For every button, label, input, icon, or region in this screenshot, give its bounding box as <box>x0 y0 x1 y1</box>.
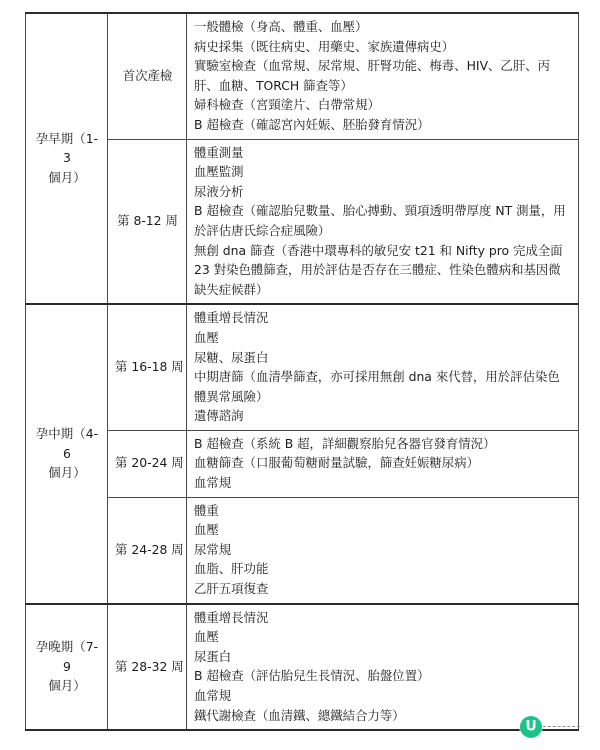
list-item: 血常規 <box>194 688 232 703</box>
list-item: 遺傳諮詢 <box>194 408 244 424</box>
table-row <box>26 604 579 731</box>
prenatal-schedule-table <box>25 12 579 731</box>
table-row <box>26 139 579 304</box>
list-item: 血壓 <box>194 629 219 645</box>
list-item: 尿常規 <box>194 541 232 557</box>
table-row <box>26 430 579 497</box>
list-item: 中期唐篩（血清學篩查，亦可採用無創 dna 來代替，用於評估染色體異常風險） <box>194 369 560 404</box>
list-item: 婦科檢查（宮頸塗片、白帶常規） <box>194 97 380 113</box>
list-item: 鐵代謝檢查（血清鐵、總鐵結合力等） <box>194 707 405 723</box>
watermark-dashed-line <box>543 726 580 727</box>
list-item: 尿糖、尿蛋白 <box>194 349 269 365</box>
u-badge-icon <box>520 716 542 738</box>
list-item: 血壓 <box>194 329 219 345</box>
items-cell <box>187 139 579 304</box>
stage-label-line2: 個月） <box>48 678 86 694</box>
stage-label-line2: 個月） <box>48 169 86 185</box>
stage-cell-mid <box>26 304 108 603</box>
visit-cell: 第 20-24 周 <box>108 430 187 497</box>
watermark-letter: U <box>525 718 537 735</box>
stage-cell-late <box>26 604 108 731</box>
list-item: 乙肝五項復查 <box>194 581 269 597</box>
stage-label-line1: 孕早期（1-3 <box>35 130 99 166</box>
items-list <box>194 308 572 426</box>
list-item: 體重 <box>194 502 219 518</box>
list-item: 體重增長情況 <box>194 609 269 625</box>
items-cell <box>187 430 579 497</box>
list-item: 血脂、肝功能 <box>194 561 269 577</box>
visit-cell: 第 8-12 周 <box>108 139 187 304</box>
table-body <box>26 13 579 730</box>
items-list <box>194 434 572 493</box>
list-item: 尿蛋白 <box>194 648 232 664</box>
items-list <box>194 501 572 599</box>
list-item: 血糖篩查（口服葡萄糖耐量試驗，篩查妊娠糖尿病） <box>194 455 479 471</box>
list-item: 體重增長情況 <box>194 310 269 326</box>
list-item: 一般體檢（身高、體重、血壓） <box>194 19 368 34</box>
list-item: 血壓監測 <box>194 164 244 180</box>
items-list <box>194 143 572 300</box>
items-cell <box>187 13 579 139</box>
visit-cell: 第 28-32 周 <box>108 604 187 731</box>
items-cell <box>187 497 579 603</box>
list-item: B 超檢查（確認胎兒數量、胎心搏動、頸項透明帶厚度 NT 測量，用於評估唐氏綜合症風險） <box>194 203 566 238</box>
visit-cell: 第 24-28 周 <box>108 497 187 603</box>
stage-label-line1: 孕中期（4-6 <box>35 426 99 461</box>
list-item: 尿液分析 <box>194 183 244 199</box>
list-item: 無創 dna 篩查（香港中環專科的敏兒安 t21 和 Nifty pro 完成全面 23 對染色體篩查，用於評估是否存在三體症、性染色體病和基因微缺失症候群） <box>194 242 563 297</box>
list-item: 病史採集（既往病史、用藥史、家族遺傳病史） <box>194 38 455 54</box>
table-row <box>26 497 579 603</box>
list-item: 實驗室檢查（血常規、尿常規、肝腎功能、梅毒、HIV、乙肝、丙肝、血糖、TORCH 篩查等） <box>194 58 550 93</box>
list-item: B 超檢查（評估胎兒生長情況、胎盤位置） <box>194 668 430 684</box>
table-row <box>26 304 579 430</box>
list-item: 血常規 <box>194 475 232 491</box>
list-item: 血壓 <box>194 522 219 538</box>
watermark-logo <box>520 716 544 740</box>
stage-cell-early <box>26 13 108 304</box>
items-list <box>194 608 572 726</box>
items-cell <box>187 304 579 430</box>
stage-label-line1: 孕晚期（7-9 <box>35 639 99 674</box>
stage-label-line2: 個月） <box>48 465 86 481</box>
visit-cell: 首次產檢 <box>108 13 187 139</box>
visit-cell: 第 16-18 周 <box>108 304 187 430</box>
table-row <box>26 13 579 139</box>
list-item: B 超檢查（系統 B 超，詳細觀察胎兒各器官發育情況） <box>194 435 496 451</box>
items-cell <box>187 604 579 731</box>
list-item: 體重測量 <box>194 144 244 160</box>
items-list <box>194 17 572 135</box>
list-item: B 超檢查（確認宮內妊娠、胚胎發育情況） <box>194 116 430 132</box>
